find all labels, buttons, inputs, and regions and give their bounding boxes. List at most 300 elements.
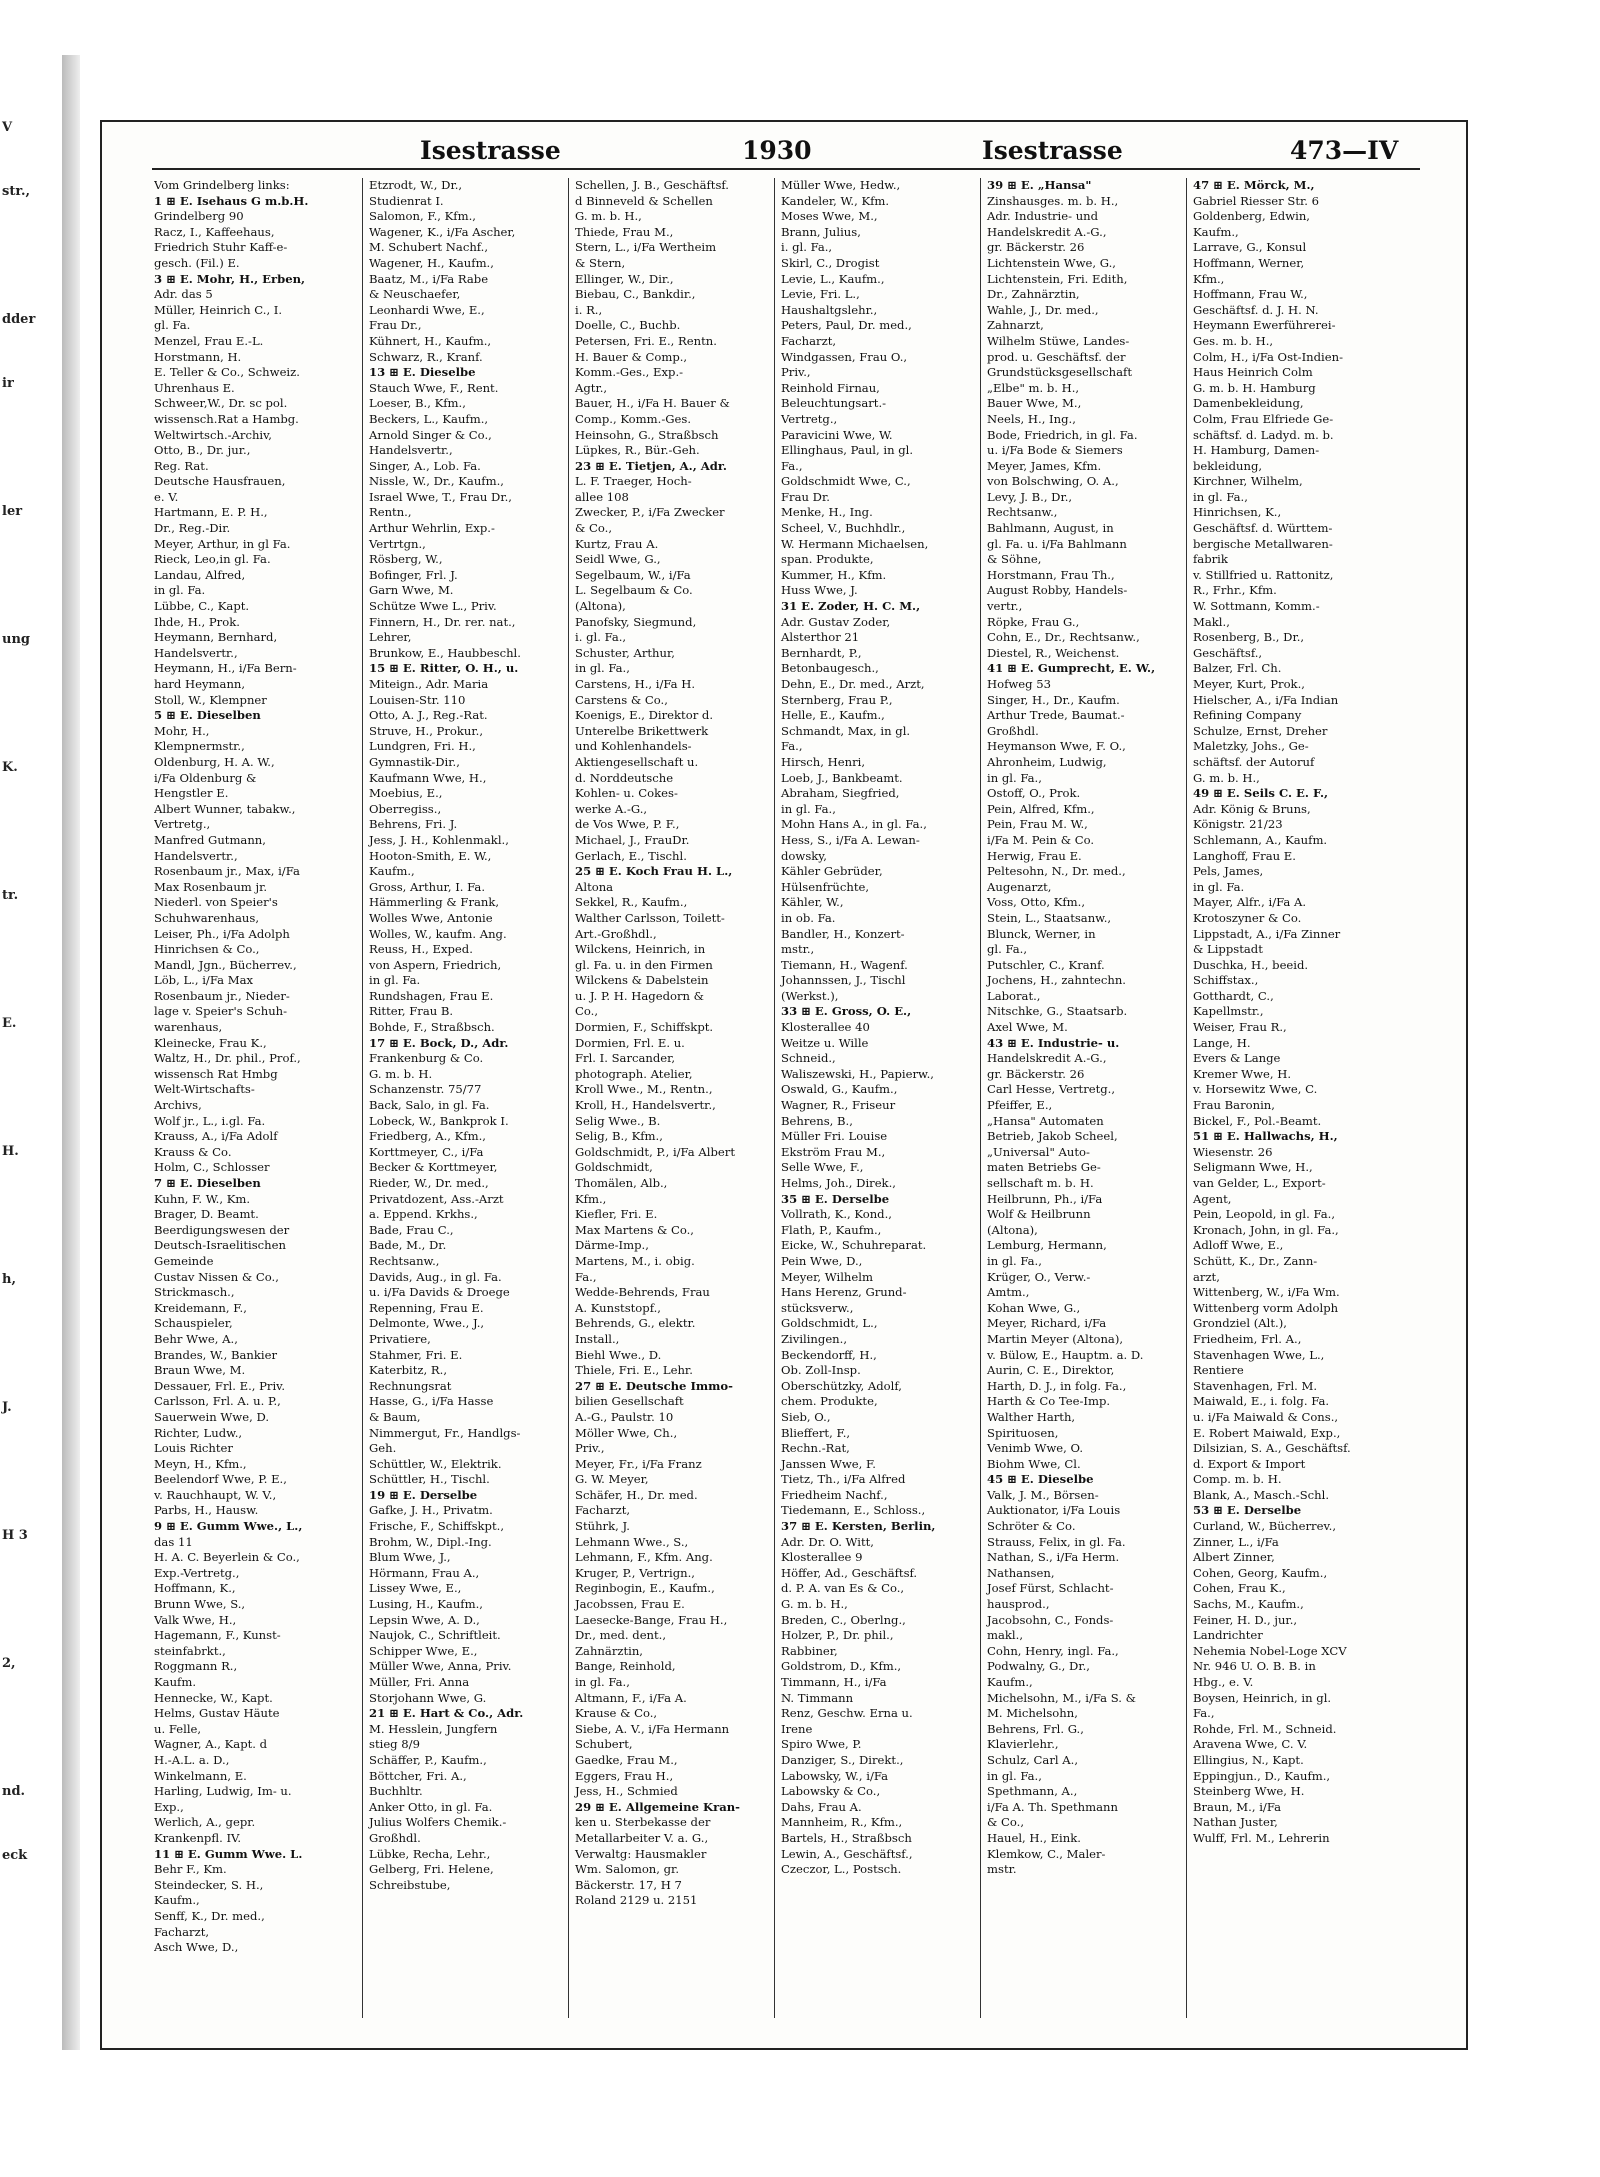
directory-entry: G. m. b. H.,: [1193, 770, 1260, 785]
directory-entry: Michael, J., FrauDr.: [575, 832, 690, 847]
directory-entry: Albert Wunner, tabakw.,: [154, 801, 296, 816]
directory-entry: gl. Fa.,: [987, 942, 1028, 957]
directory-entry: Aurin, C. E., Direktor,: [987, 1363, 1115, 1378]
directory-entry: Harling, Ludwig, Im- u.: [154, 1784, 292, 1799]
directory-entry: M. Hesslein, Jungfern: [369, 1721, 498, 1736]
directory-entry: Landau, Alfred,: [154, 567, 246, 582]
directory-entry: Komm.-Ges., Exp.-: [575, 365, 684, 380]
directory-entry: Klavierlehr.,: [987, 1737, 1059, 1752]
directory-entry: G. W. Meyer,: [575, 1472, 649, 1487]
directory-entry: Auktionator, i/Fa Louis: [987, 1503, 1121, 1518]
directory-entry: Blank, A., Masch.-Schl.: [1193, 1487, 1330, 1502]
directory-entry: Ahronheim, Ludwig,: [987, 754, 1107, 769]
directory-entry: & Co.,: [987, 1815, 1025, 1830]
directory-entry: Singer, H., Dr., Kaufm.: [987, 692, 1120, 707]
directory-entry: Garn Wwe, M.: [369, 583, 454, 598]
directory-entry: Privatiere,: [369, 1331, 431, 1346]
directory-entry: W. Sottmann, Komm.-: [1193, 599, 1320, 614]
directory-entry: Katerbitz, R.,: [369, 1363, 448, 1378]
directory-entry: Krauss & Co.: [154, 1144, 232, 1159]
directory-entry: in gl. Fa.: [154, 583, 206, 598]
directory-entry: Geh.: [369, 1441, 397, 1456]
directory-entry: Gemeinde: [154, 1253, 214, 1268]
directory-entry: Klosterallee 40: [781, 1020, 870, 1035]
directory-entry: Klempnermstr.,: [154, 739, 245, 754]
directory-entry: e. V.: [154, 489, 179, 504]
directory-entry: „Hansa" Automaten: [987, 1113, 1104, 1128]
directory-entry: Dormien, Frl. E. u.: [575, 1035, 685, 1050]
directory-entry: „Elbe" m. b. H.,: [987, 380, 1080, 395]
directory-entry: Carlsson, Frl. A. u. P.,: [154, 1394, 281, 1409]
directory-entry: Behrens, B.,: [781, 1113, 853, 1128]
directory-entry: Carstens & Co.,: [575, 692, 668, 707]
directory-entry: Storjohann Wwe, G.: [369, 1690, 487, 1705]
directory-entry: Handelskredit A.-G.,: [987, 224, 1107, 239]
directory-entry: Aktiengesellschaft u.: [575, 754, 699, 769]
directory-entry: Därme-Imp.,: [575, 1238, 649, 1253]
directory-entry: i. gl. Fa.,: [781, 240, 833, 255]
directory-entry: Frische, F., Schiffskpt.,: [369, 1519, 505, 1534]
directory-entry: Rabbiner,: [781, 1643, 838, 1658]
directory-entry: Schäfer, H., Dr. med.: [575, 1487, 698, 1502]
directory-entry: arzt,: [1193, 1269, 1220, 1284]
directory-entry: Custav Nissen & Co.,: [154, 1269, 279, 1284]
directory-column: [1186, 178, 1390, 2018]
directory-entry: Stoll, W., Klempner: [154, 692, 267, 707]
directory-entry: schäftsf. d. Ladyd. m. b.: [1193, 427, 1334, 442]
directory-entry: Kohlen- u. Cokes-: [575, 786, 678, 801]
directory-entry: Pein, Alfred, Kfm.,: [987, 801, 1095, 816]
directory-entry: von Bolschwing, O. A.,: [987, 474, 1119, 489]
directory-entry: Ritter, Frau B.: [369, 1004, 454, 1019]
directory-entry: Blieffert, F.,: [781, 1425, 851, 1440]
directory-entry: 21 ⊞ E. Hart & Co., Adr.: [369, 1706, 524, 1721]
directory-entry: Spirituosen,: [987, 1425, 1059, 1440]
directory-entry: Meyer, James, Kfm.: [987, 458, 1102, 473]
directory-entry: Thomälen, Alb.,: [575, 1176, 668, 1190]
directory-entry: Böttcher, Fri. A.,: [369, 1768, 467, 1783]
directory-entry: Haushaltgslehr.,: [781, 302, 878, 317]
directory-entry: Miteign., Adr. Maria: [369, 677, 489, 691]
directory-entry: Siebe, A. V., i/Fa Hermann: [575, 1721, 730, 1736]
directory-entry: Jacobsohn, C., Fonds-: [987, 1612, 1114, 1627]
directory-columns: [154, 178, 1446, 2028]
directory-entry: Krause & Co.,: [575, 1706, 658, 1721]
directory-entry: & Söhne,: [987, 552, 1042, 567]
directory-entry: Bahlmann, August, in: [987, 521, 1114, 536]
previous-page-edge: [0, 120, 58, 2020]
directory-entry: Heinsohn, G., Straßbsch: [575, 427, 719, 442]
directory-entry: Heymann, Bernhard,: [154, 630, 278, 645]
directory-entry: Kruger, P., Vertrign.,: [575, 1565, 695, 1580]
directory-entry: Frankenburg & Co.: [369, 1051, 484, 1066]
directory-entry: gl. Fa.: [154, 318, 191, 333]
directory-entry: Asch Wwe, D.,: [154, 1940, 239, 1955]
directory-entry: gl. Fa. u. in den Firmen: [575, 957, 713, 972]
directory-entry: Venimb Wwe, O.: [987, 1441, 1084, 1456]
directory-entry: N. Timmann: [781, 1690, 854, 1705]
directory-entry: Kfm.,: [1193, 271, 1225, 286]
directory-entry: Reginbogin, E., Kaufm.,: [575, 1581, 715, 1596]
directory-entry: Kaufm.,: [369, 864, 415, 879]
directory-entry: Tiedemann, E., Schloss.,: [781, 1503, 926, 1518]
directory-entry: steinfabrkt.,: [154, 1643, 226, 1658]
directory-entry: Nathan Juster,: [1193, 1815, 1278, 1830]
directory-entry: Co.,: [575, 1004, 599, 1019]
directory-entry: Stührk, J.: [575, 1519, 630, 1534]
directory-entry: fabrik: [1193, 552, 1228, 567]
directory-entry: Handelsvertr.,: [369, 443, 453, 458]
directory-entry: stücksverw.,: [781, 1300, 854, 1315]
directory-entry: in gl. Fa.,: [1193, 489, 1248, 504]
directory-entry: Rechnungsrat: [369, 1378, 452, 1393]
directory-entry: Selle Wwe, F.,: [781, 1160, 864, 1175]
street-heading-right: Isestrasse: [982, 136, 1123, 165]
directory-entry: 23 ⊞ E. Tietjen, A., Adr.: [575, 458, 727, 473]
directory-entry: Curland, W., Bücherrev.,: [1193, 1519, 1337, 1534]
directory-entry: Bode, Friedrich, in gl. Fa.: [987, 427, 1138, 442]
directory-entry: Müller Wwe, Hedw.,: [781, 178, 901, 192]
directory-entry: Holm, C., Schlosser: [154, 1160, 270, 1175]
directory-entry: Install.,: [575, 1331, 620, 1346]
directory-entry: Agent,: [1193, 1191, 1232, 1206]
directory-entry: Jochens, H., zahntechn.: [987, 973, 1126, 988]
directory-entry: Vom Grindelberg links:: [154, 178, 290, 192]
directory-entry: Brunkow, E., Haubbeschl.: [369, 645, 521, 660]
directory-entry: Beckendorff, H.,: [781, 1347, 877, 1362]
directory-entry: wissensch.Rat a Hambg.: [154, 411, 299, 426]
directory-entry: 1 ⊞ E. Isehaus G m.b.H.: [154, 193, 309, 208]
directory-entry: Leiser, Ph., i/Fa Adolph: [154, 926, 290, 941]
directory-entry: Schäffer, P., Kaufm.,: [369, 1752, 487, 1767]
directory-entry: Handelsvertr.,: [154, 848, 238, 863]
directory-entry: Schreibstube,: [369, 1877, 451, 1892]
directory-entry: Ellingius, N., Kapt.: [1193, 1752, 1304, 1767]
directory-entry: Hoffmann, Frau W.,: [1193, 287, 1308, 302]
directory-entry: Wilhelm Stüwe, Landes-: [987, 333, 1130, 348]
directory-entry: Lange, H.: [1193, 1035, 1251, 1050]
directory-entry: Pein Wwe, D.,: [781, 1253, 863, 1268]
directory-entry: i. gl. Fa.,: [575, 630, 627, 645]
directory-entry: Alsterthor 21: [781, 630, 860, 645]
directory-entry: Grindelberg 90: [154, 209, 244, 224]
directory-entry: Pels, James,: [1193, 864, 1264, 879]
directory-entry: v. Rauchhaupt, W. V.,: [154, 1487, 277, 1502]
directory-entry: Herwig, Frau E.: [987, 848, 1082, 863]
directory-entry: Kohan Wwe, G.,: [987, 1300, 1081, 1315]
directory-entry: Vertretg.,: [781, 411, 838, 426]
directory-entry: Arthur Wehrlin, Exp.-: [369, 521, 495, 536]
directory-entry: Gotthardt, C.,: [1193, 988, 1274, 1003]
directory-entry: Nathansen,: [987, 1565, 1055, 1580]
directory-entry: Podwalny, G., Dr.,: [987, 1659, 1090, 1674]
directory-entry: Moses Wwe, M.,: [781, 209, 878, 224]
directory-entry: Oswald, G., Kaufm.,: [781, 1082, 898, 1097]
directory-entry: Irene: [781, 1721, 813, 1736]
directory-entry: L. F. Traeger, Hoch-: [575, 474, 692, 489]
page-header: [102, 122, 1466, 170]
directory-entry: Kaufm.,: [987, 1675, 1033, 1689]
directory-entry: Wilckens, Heinrich, in: [575, 942, 706, 957]
directory-entry: Colm, H., i/Fa Ost-Indien-: [1193, 349, 1344, 364]
directory-column: [362, 178, 566, 2018]
directory-entry: Stauch Wwe, F., Rent.: [369, 380, 499, 395]
directory-entry: Großhdl.: [987, 723, 1039, 738]
directory-entry: Etzrodt, W., Dr.,: [369, 178, 463, 192]
directory-entry: Altona: [575, 879, 614, 894]
directory-entry: Langhoff, Frau E.: [1193, 848, 1296, 863]
directory-entry: Otto, A. J., Reg.-Rat.: [369, 708, 488, 723]
directory-entry: Finnern, H., Dr. rer. nat.,: [369, 614, 516, 629]
directory-entry: Cohen, Georg, Kaufm.,: [1193, 1565, 1328, 1580]
directory-entry: Senff, K., Dr. med.,: [154, 1908, 265, 1923]
directory-entry: R., Frhr., Kfm.: [1193, 583, 1277, 598]
directory-entry: bergische Metallwaren-: [1193, 536, 1333, 551]
directory-entry: von Aspern, Friedrich,: [369, 957, 502, 972]
directory-entry: Naujok, C., Schriftleit.: [369, 1628, 501, 1643]
directory-entry: Thiele, Fri. E., Lehr.: [575, 1363, 693, 1378]
directory-entry: Jess, H., Schmied: [575, 1784, 678, 1799]
directory-entry: Koenigs, E., Direktor d.: [575, 708, 714, 723]
directory-entry: Stein, L., Staatsanw.,: [987, 910, 1112, 925]
directory-entry: & Lippstadt: [1193, 942, 1263, 957]
directory-entry: 7 ⊞ E. Dieselben: [154, 1176, 261, 1190]
directory-entry: Rosenbaum jr., Max, i/Fa: [154, 864, 300, 879]
directory-entry: Skirl, C., Drogist: [781, 255, 880, 270]
directory-entry: Lehrer,: [369, 630, 412, 645]
directory-entry: Adr. Gustav Zoder,: [781, 614, 891, 629]
directory-entry: Meyn, H., Kfm.,: [154, 1456, 247, 1471]
directory-entry: Max Rosenbaum jr.: [154, 879, 268, 894]
directory-entry: Oberschützky, Adolf,: [781, 1378, 902, 1393]
directory-entry: Wagener, K., i/Fa Ascher,: [369, 224, 516, 239]
directory-entry: Rohde, Frl. M., Schneid.: [1193, 1721, 1337, 1736]
directory-entry: gl. Fa. u. i/Fa Bahlmann: [987, 536, 1127, 551]
directory-entry: Laborat.,: [987, 988, 1041, 1003]
directory-entry: Ihde, H., Prok.: [154, 614, 240, 629]
directory-entry: Bade, Frau C.,: [369, 1222, 454, 1237]
directory-entry: d. Norddeutsche: [575, 770, 674, 785]
directory-entry: Valk, J. M., Börsen-: [987, 1487, 1099, 1502]
directory-entry: Johannssen, J., Tischl: [781, 973, 906, 988]
directory-entry: Meyer, Richard, i/Fa: [987, 1316, 1107, 1331]
directory-entry: Louis Richter: [154, 1441, 233, 1456]
directory-entry: Rentn.,: [369, 505, 412, 520]
directory-entry: 3 ⊞ E. Mohr, H., Erben,: [154, 271, 306, 286]
directory-entry: Hauel, H., Eink.: [987, 1830, 1081, 1845]
directory-entry: Boysen, Heinrich, in gl.: [1193, 1690, 1332, 1705]
directory-column: [774, 178, 978, 2018]
directory-entry: 41 ⊞ E. Gumprecht, E. W.,: [987, 661, 1156, 676]
directory-entry: 9 ⊞ E. Gumm Wwe., L.,: [154, 1519, 303, 1534]
directory-entry: Facharzt,: [154, 1924, 210, 1939]
directory-entry: Königstr. 21/23: [1193, 817, 1283, 832]
directory-entry: Oberregiss.,: [369, 801, 442, 816]
directory-entry: d Binneveld & Schellen: [575, 193, 713, 208]
directory-entry: Dahs, Frau A.: [781, 1799, 862, 1814]
directory-entry: Israel Wwe, T., Frau Dr.,: [369, 489, 512, 504]
directory-entry: Zwecker, P., i/Fa Zwecker: [575, 505, 725, 520]
directory-entry: Kaufmann Wwe, H.,: [369, 770, 487, 785]
directory-entry: Adr. das 5: [154, 287, 213, 302]
directory-entry: Loeb, J., Bankbeamt.: [781, 770, 903, 785]
directory-entry: Heymann Ewerführerei-: [1193, 318, 1336, 333]
directory-entry: Salomon, F., Kfm.,: [369, 209, 476, 224]
directory-entry: Altmann, F., i/Fa A.: [575, 1690, 687, 1705]
sliver-fragment: eck: [2, 1848, 28, 1863]
directory-entry: Geschäftsf. d. Württem-: [1193, 521, 1333, 536]
directory-entry: Doelle, C., Buchb.: [575, 318, 681, 333]
directory-entry: Hülsenfrüchte,: [781, 879, 870, 894]
directory-entry: Niederl. von Speier's: [154, 895, 278, 910]
directory-entry: Hartmann, E. P. H.,: [154, 505, 268, 520]
directory-entry: Heymanson Wwe, F. O.,: [987, 739, 1126, 754]
directory-entry: (Werkst.),: [781, 988, 839, 1003]
directory-entry: Zivilingen.,: [781, 1331, 848, 1346]
directory-entry: Tiemann, H., Wagenf.: [781, 957, 908, 972]
directory-entry: Lepsin Wwe, A. D.,: [369, 1612, 480, 1627]
header-rule: [152, 168, 1420, 170]
directory-entry: i/Fa Oldenburg &: [154, 770, 257, 785]
directory-entry: gr. Bäckerstr. 26: [987, 240, 1085, 255]
directory-entry: dowsky,: [781, 848, 827, 863]
directory-entry: & Neuschaefer,: [369, 287, 461, 302]
directory-entry: wissensch Rat Hmbg: [154, 1066, 278, 1081]
directory-entry: Fa.,: [1193, 1706, 1215, 1721]
directory-entry: E. Robert Maiwald, Exp.,: [1193, 1425, 1341, 1440]
directory-entry: Sieb, O.,: [781, 1409, 831, 1424]
directory-entry: Kaufm.,: [1193, 224, 1239, 239]
directory-entry: Buchhltr.: [369, 1784, 423, 1799]
directory-entry: Metallarbeiter V. a. G.,: [575, 1830, 709, 1845]
directory-entry: Betonbaugesch.,: [781, 661, 879, 676]
directory-entry: Beelendorf Wwe, P. E.,: [154, 1472, 287, 1487]
directory-entry: u. Felle,: [154, 1721, 202, 1736]
directory-entry: Wagner, A., Kapt. d: [154, 1737, 268, 1752]
directory-entry: Labowsky, W., i/Fa: [781, 1768, 889, 1783]
directory-entry: Wahle, J., Dr. med.,: [987, 302, 1099, 317]
directory-entry: Bartels, H., Straßbsch: [781, 1830, 912, 1845]
directory-entry: A. Kunststopf.,: [575, 1300, 661, 1315]
directory-entry: Axel Wwe, M.: [987, 1020, 1068, 1035]
directory-entry: Eppingjun., D., Kaufm.,: [1193, 1768, 1331, 1783]
directory-entry: Rosenbaum jr., Nieder-: [154, 988, 290, 1003]
directory-entry: Lüpkes, R., Bür.-Geh.: [575, 443, 700, 458]
street-heading-left: Isestrasse: [420, 136, 561, 165]
directory-entry: Martens, M., i. obig.: [575, 1253, 695, 1268]
directory-entry: Kapellmstr.,: [1193, 1004, 1264, 1019]
directory-entry: Cohen, Frau K.,: [1193, 1581, 1286, 1596]
directory-entry: 17 ⊞ E. Bock, D., Adr.: [369, 1035, 509, 1050]
directory-entry: Behrens, Fri. J.: [369, 817, 458, 832]
directory-entry: Zinner, L., i/Fa: [1193, 1534, 1279, 1549]
directory-entry: Exp.,: [154, 1799, 184, 1814]
directory-entry: u. i/Fa Bode & Siemers: [987, 443, 1123, 458]
directory-entry: Hörmann, Frau A.,: [369, 1565, 480, 1580]
directory-entry: Schmandt, Max, in gl.: [781, 723, 911, 738]
directory-entry: Klosterallee 9: [781, 1550, 863, 1565]
directory-entry: Eicke, W., Schuhreparat.: [781, 1238, 927, 1253]
directory-entry: Levie, L., Kaufm.,: [781, 271, 885, 286]
directory-entry: Nimmergut, Fr., Handlgs-: [369, 1425, 521, 1440]
directory-entry: Neels, H., Ing.,: [987, 411, 1076, 426]
sliver-fragment: K.: [2, 760, 18, 775]
directory-entry: Damenbekleidung,: [1193, 396, 1304, 411]
directory-entry: Meyer, Fr., i/Fa Franz: [575, 1456, 702, 1471]
directory-entry: Repenning, Frau E.: [369, 1300, 484, 1315]
directory-entry: Krüger, O., Verw.-: [987, 1269, 1091, 1284]
directory-entry: Holzer, P., Dr. phil.,: [781, 1628, 894, 1643]
directory-entry: chem. Produkte,: [781, 1394, 878, 1409]
sliver-fragment: H 3: [2, 1528, 28, 1543]
directory-entry: d. Export & Import: [1193, 1456, 1306, 1471]
directory-entry: Kaufm.: [154, 1675, 197, 1689]
directory-entry: Ostoff, O., Prok.: [987, 786, 1081, 801]
directory-entry: Müller, Heinrich C., I.: [154, 302, 283, 317]
directory-entry: Grundstücksgesellschaft: [987, 365, 1132, 380]
directory-entry: Rieder, W., Dr. med.,: [369, 1176, 489, 1190]
directory-entry: Flath, P., Kaufm.,: [781, 1222, 882, 1237]
directory-entry: 25 ⊞ E. Koch Frau H. L.,: [575, 864, 733, 879]
directory-entry: Lehmann, F., Kfm. Ang.: [575, 1550, 713, 1565]
directory-entry: Wittenberg vorm Adolph: [1193, 1300, 1339, 1315]
directory-entry: bilien Gesellschaft: [575, 1394, 684, 1409]
directory-entry: M. Michelsohn,: [987, 1706, 1078, 1721]
directory-entry: Rosenberg, B., Dr.,: [1193, 630, 1305, 645]
directory-entry: Horstmann, H.: [154, 349, 242, 364]
directory-entry: Selig, B., Kfm.,: [575, 1129, 663, 1144]
directory-entry: G. m. b. H. Hamburg: [1193, 380, 1316, 395]
directory-entry: Welt-Wirtschafts-: [154, 1082, 255, 1097]
directory-entry: Scheel, V., Buchhdlr.,: [781, 521, 906, 536]
directory-entry: Bohde, F., Straßbsch.: [369, 1020, 495, 1035]
directory-entry: Schuster, Arthur,: [575, 645, 675, 660]
directory-entry: Abraham, Siegfried,: [781, 786, 900, 801]
directory-entry: Wm. Salomon, gr.: [575, 1862, 680, 1877]
directory-entry: Dr., Zahnärztin,: [987, 287, 1080, 302]
directory-entry: Racz, I., Kaffeehaus,: [154, 224, 275, 239]
directory-entry: Rechtsanw.,: [987, 505, 1058, 520]
directory-entry: H.-A.L. a. D.,: [154, 1752, 230, 1767]
directory-entry: Kleinecke, Frau K.,: [154, 1035, 267, 1050]
directory-entry: Kummer, H., Kfm.: [781, 567, 887, 582]
directory-entry: Huss Wwe, J.: [781, 583, 858, 598]
directory-entry: M. Schubert Nachf.,: [369, 240, 489, 255]
directory-entry: Schiffstax.,: [1193, 973, 1259, 988]
directory-entry: Blum Wwe, J.,: [369, 1550, 451, 1565]
directory-entry: W. Hermann Michaelsen,: [781, 536, 929, 551]
sliver-fragment: H.: [2, 1144, 19, 1159]
directory-entry: Otto, B., Dr. jur.,: [154, 443, 251, 458]
directory-entry: Levy, J. B., Dr.,: [987, 489, 1073, 504]
directory-entry: Schuhwarenhaus,: [154, 910, 260, 925]
directory-entry: 19 ⊞ E. Derselbe: [369, 1487, 478, 1502]
directory-entry: Wulff, Frl. M., Lehrerin: [1193, 1830, 1330, 1845]
directory-entry: Timmann, H., i/Fa: [781, 1675, 887, 1689]
directory-entry: Albert Zinner,: [1193, 1550, 1275, 1565]
directory-entry: Harth & Co Tee-Imp.: [987, 1394, 1111, 1409]
directory-entry: Handelsvertr.,: [154, 645, 238, 660]
directory-entry: Wedde-Behrends, Frau: [575, 1285, 710, 1300]
directory-entry: Helms, Gustav Häute: [154, 1706, 280, 1721]
directory-entry: Studienrat I.: [369, 193, 444, 208]
directory-entry: Facharzt,: [781, 333, 837, 348]
directory-entry: Frau Baronin,: [1193, 1098, 1275, 1113]
directory-entry: Hennecke, W., Kapt.: [154, 1690, 273, 1705]
directory-entry: Julius Wolfers Chemik.-: [369, 1815, 507, 1830]
directory-entry: Peters, Paul, Dr. med.,: [781, 318, 912, 333]
directory-entry: Möller Wwe, Ch.,: [575, 1425, 678, 1440]
